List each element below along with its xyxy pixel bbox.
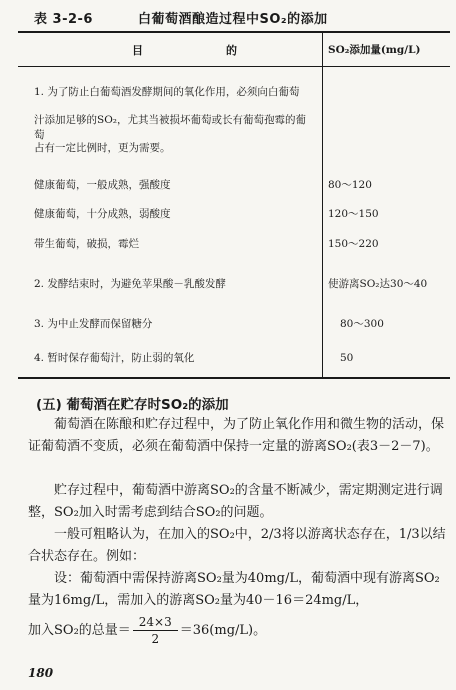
formula-fraction xyxy=(133,614,178,647)
table-top-rule xyxy=(18,31,450,33)
formula-line xyxy=(28,614,448,647)
paragraph-2: 贮存过程中，葡萄酒中游离SO₂的含量不断减少，需定期测定进行调整，SO₂加入时需考虑到结合SO₂的问题。 xyxy=(28,483,443,520)
table-header-rule xyxy=(18,66,450,67)
row-5-purpose: 3. 为中止发酵而保留糖分 xyxy=(34,318,153,330)
intro-line-2: 汁添加足够的SO₂，尤其当被损坏葡萄或长有葡萄孢霉的葡萄 xyxy=(34,114,307,141)
formula-prefix: 加入SO₂的总量＝ xyxy=(28,623,131,638)
row-3-amount: 150～220 xyxy=(328,238,379,250)
table-bottom-rule xyxy=(18,377,450,379)
table-title: 白葡萄酒酿造过程中SO₂的添加 xyxy=(138,12,328,27)
row-1-amount: 80～120 xyxy=(328,179,372,191)
header-purpose-a: 目 xyxy=(132,44,143,57)
formula-denominator: 2 xyxy=(151,632,160,646)
row-4-purpose: 2. 发酵结束时，为避免苹果酸－乳酸发酵 xyxy=(34,278,226,290)
paragraph-1: 葡萄酒在陈酿和贮存过程中，为了防止氧化作用和微生物的活动，保证葡萄酒不变质，必须在葡萄酒中保持一定量的游离SO₂(表3－2－7)。 xyxy=(28,417,445,454)
row-2-amount: 120～150 xyxy=(328,208,379,220)
table-caption xyxy=(34,8,328,27)
row-5-amount: 80～300 xyxy=(340,318,384,330)
row-4-amount: 使游离SO₂达30～40 xyxy=(328,278,428,290)
page-number: 180 xyxy=(28,666,54,680)
table-column-divider xyxy=(322,32,323,378)
header-amount: SO₂添加量(mg/L) xyxy=(328,44,421,56)
formula-suffix: ＝36(mg/L)。 xyxy=(179,623,267,638)
intro-line-1: 1. 为了防止白葡萄酒发酵期间的氧化作用，必须向白葡萄 xyxy=(34,86,300,98)
header-purpose-b: 的 xyxy=(226,44,237,57)
paragraph-4: 设：葡萄酒中需保持游离SO₂量为40mg/L，葡萄酒中现有游离SO₂量为16mg/L，需加入的游离SO₂量为40－16＝24mg/L， xyxy=(28,571,440,608)
row-2-purpose: 健康葡萄，十分成熟，弱酸度 xyxy=(34,208,171,220)
row-3-purpose: 带生葡萄，破损，霉烂 xyxy=(34,238,139,250)
row-6-purpose: 4. 暂时保存葡萄汁，防止弱的氧化 xyxy=(34,352,195,364)
row-6-amount: 50 xyxy=(340,352,354,364)
intro-line-3: 占有一定比例时，更为需要。 xyxy=(34,142,171,154)
paragraph-3: 一般可粗略认为，在加入的SO₂中，2/3将以游离状态存在，1/3以结合状态存在。例如： xyxy=(28,527,446,564)
row-1-purpose: 健康葡萄，一般成熟，强酸度 xyxy=(34,179,171,191)
table-label: 表 3-2-6 xyxy=(34,12,93,27)
formula-numerator: 24×3 xyxy=(133,614,178,631)
section-heading: (五) 葡萄酒在贮存时SO₂的添加 xyxy=(36,397,229,413)
